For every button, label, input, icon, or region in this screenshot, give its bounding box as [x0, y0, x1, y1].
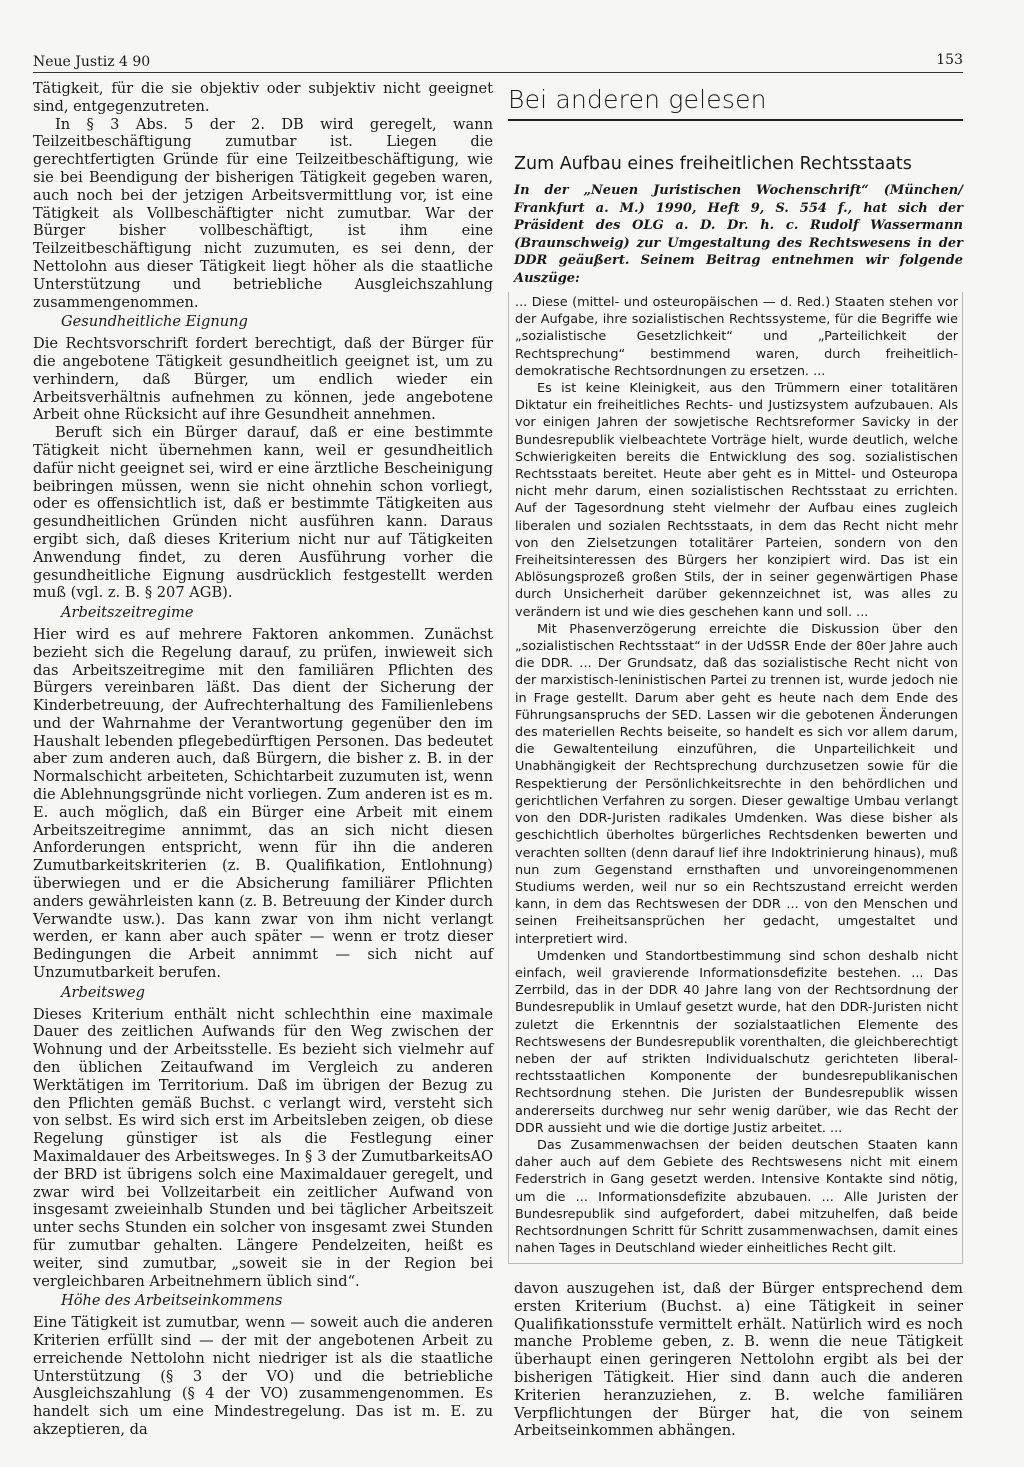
article-title: Zum Aufbau eines freiheitlichen Rechtsstaats [514, 154, 912, 174]
right-column [508, 80, 963, 1264]
quote-paragraph: Umdenken und Standortbestimmung sind schon deshalb nicht einfach, weil gravierende Informationsdefizite bestehen. ... Das Zerrbild, das in der DDR 40 Jahre lang von der Rechtsordnung der Bundesrepublik in Umlauf gesetzt wurde, hat den DDR-Juristen nicht zuletzt die Erkenntnis der sozialstaatlichen Elemente des Rechtswesens der Bundesrepublik vorenthalten, die gleichberechtigt neben der auf strikten Individualschutz gerichteten liberal-rechtsstaatlichen Komponente der bundesrepublikanischen Rechtsordnung stehen. Die Juristen der Bundesrepublik wissen andererseits durchweg nur sehr wenig darüber, wie das Recht der DDR aussieht und wie die dortige Justiz arbeitet. ... [515, 948, 958, 1136]
paragraph: Beruft sich ein Bürger darauf, daß er eine bestimmte Tätigkeit nicht übernehmen kann, weil er gesundheitlich dafür nicht geeignet sei, wird er eine ärztliche Bescheinigung beibringen müssen, wenn sie nicht ohnehin schon vorliegt, oder es offensichtlich ist, daß er bestimmte Tätigkeiten aus gesundheitlichen Gründen nicht ausführen kann. Daraus ergibt sich, daß dieses Kriterium nicht nur auf Tätigkeiten Anwendung findet, zu deren Ausführung vorher die gesundheitliche Eignung ausdrücklich festgestellt werden muß (vgl. z. B. § 207 AGB). [33, 424, 493, 602]
quoted-excerpt-box [508, 292, 963, 1264]
quote-paragraph: ... Diese (mittel- und osteuropäischen — d. Red.) Staaten stehen vor der Aufgabe, ihre sozialistischen Rechtssysteme, für die Begriffe wie „sozialistische Gesetzlichkeit“ und „Parteilichkeit der Rechtsprechung“ bestimmend waren, durch freiheitlich-demokratische Rechtsordnungen zu ersetzen. ... [515, 295, 958, 379]
paragraph: Hier wird es auf mehrere Faktoren ankommen. Zunächst bezieht sich die Regelung darauf, zu prüfen, inwieweit sich das Arbeitszeitregime mit den familiären Pflichten des Bürgers vereinbaren läßt. Das dient der Sicherung der Kinderbetreuung, der Aufrechterhaltung des Familienlebens und der Wahrnahme der Verantwortung gegenüber den im Haushalt lebenden pflegebedürftigen Personen. Das bedeutet aber zum anderen auch, daß Bürgern, die bisher z. B. in der Normalschicht arbeiteten, Schichtarbeit zuzumuten ist, wenn die Ablehnungsgründe nicht vorliegen. Zum anderen ist es m. E. auch möglich, daß ein Bürger eine Arbeit mit einem Arbeitszeitregime annimmt, das an sich nicht diesen Anforderungen entspricht, wenn für ihn die anderen Zumutbarkeitskriterien (z. B. Qualifikation, Entlohnung) überwiegen und er die Absicherung familiärer Pflichten anders gewährleisten kann (z. B. Betreuung der Kinder durch Verwandte usw.). Das kann zwar von ihm nicht verlangt werden, er kann aber auch später — wenn er trotz dieser Bedingungen die Arbeit annimmt — sich nicht auf Unzumutbarkeit berufen. [33, 625, 493, 982]
article-lead: In der „Neuen Juristischen Wochenschrift“ (München/ Frankfurt a. M.) 1990, Heft 9, S. 554 f., hat sich der Präsident des OLG a. D. Dr. h. c. Rudolf Wassermann (Braunschweig) zur Umgestaltung des Rechtswesens in der DDR geäußert. Seinem Beitrag entnehmen wir folgende Auszüge: [514, 183, 963, 286]
left-column [33, 80, 493, 1439]
quote-paragraph: Das Zusammenwachsen der beiden deutschen Staaten kann daher auch auf dem Gebiete des Rechtswesens nicht mit einem Federstrich in Gang gesetzt werden. Intensive Kontakte sind nötig, um die ... Informationsdefizite abzubauen. ... Alle Juristen der Bundesrepublik sind aufgefordert, dabei mitzuhelfen, daß beide Rechtsordnungen Schritt für Schritt zusammenwachsen, damit eines nahen Tages in Deutschland wieder einheitliches Recht gilt. [515, 1137, 958, 1257]
right-column-continuation [514, 1280, 963, 1440]
paragraph: Dieses Kriterium enthält nicht schlechthin eine maximale Dauer des zeitlichen Aufwands für den Weg zwischen der Wohnung und der Arbeitsstelle. Es bezieht sich vielmehr auf den üblichen Zeitaufwand im Vergleich zu anderen Werktätigen im Territorium. Daß im übrigen der Bezug zu den Pflichten gemäß Buchst. c verlangt wird, versteht sich von selbst. Es wird sich erst im Arbeitsleben zeigen, ob diese Regelung günstiger ist als die Festlegung einer Maximaldauer des Arbeitsweges. In § 3 der ZumutbarkeitsAO der BRD ist übrigens solch eine Maximaldauer geregelt, und zwar wird bei Vollzeitarbeit ein zeitlicher Aufwand von insgesamt zweieinhalb Stunden und bei täglicher Arbeitszeit unter sechs Stunden ein solcher von insgesamt zwei Stunden für zumutbar gehalten. Längere Pendelzeiten, heißt es weiter, sind zumutbar, „soweit sie in der Region bei vergleichbaren Arbeitnehmern üblich sind“. [33, 1005, 493, 1290]
subheading-gesundheitliche-eignung: Gesundheitliche Eignung [61, 313, 248, 331]
paragraph: In § 3 Abs. 5 der 2. DB wird geregelt, wann Teilzeitbeschäftigung zumutbar ist. Liegen die gerechtfertigten Gründe für eine Teilzeitbeschäftigung, wie sie bei Beendigung der bisherigen Tätigkeit gegeben waren, auch noch bei der jetzigen Arbeitsvermittlung vor, ist eine Tätigkeit als Vollbeschäftigter nicht zumutbar. War der Bürger bisher vollbeschäftigt, ist ihm eine Teilzeitbeschäftigung nicht zuzumuten, es sei denn, der Nettolohn aus dieser Tätigkeit liegt höher als die staatliche Unterstützung und betriebliche Ausgleichszahlung zusammengenommen. [33, 115, 493, 311]
section-title: Bei anderen gelesen [508, 85, 963, 121]
page-number: 153 [936, 52, 963, 68]
subheading-hoehe-des-arbeitseinkommens: Höhe des Arbeitseinkommens [61, 1292, 283, 1310]
paragraph: Eine Tätigkeit ist zumutbar, wenn — soweit auch die anderen Kriterien erfüllt sind — der mit der angebotenen Arbeit zu erreichende Nettolohn nicht niedriger ist als die staatliche Unterstützung (§ 3 der VO) und die betriebliche Ausgleichszahlung (§ 4 der VO) zusammengenommen. Es handelt sich um eine Mindestregelung. Das ist m. E. zu akzeptieren, da [33, 1314, 493, 1438]
subheading-arbeitsweg: Arbeitsweg [61, 983, 145, 1001]
page-header [33, 50, 963, 73]
quote-paragraph: Mit Phasenverzögerung erreichte die Diskussion über den „sozialistischen Rechtsstaat“ in der UdSSR Ende der 80er Jahre auch die DDR. ... Der Grundsatz, daß das sozialistische Recht nicht von der marxistisch-leninistischen Partei zu trennen ist, wurde jedoch nie in Frage gestellt. Darum aber geht es heute nach dem Ende des Führungsanspruchs der SED. Lassen wir die gebotenen Änderungen des materiellen Rechts beiseite, so handelt es sich vor allem darum, die Gewaltenteilung einzuführen, die Unparteilichkeit und Unabhängigkeit der Rechtsprechung durchzusetzen sowie für die Respektierung der Persönlichkeitsrechte in den behördlichen und gerichtlichen Verfahren zu sorgen. Dieser gewaltige Umbau verlangt von den DDR-Juristen radikales Umdenken. Was diese bisher als geschichtlich überholtes bürgerliches Rechtsdenken bewerten und verachten sollten (denn darauf lief ihre Indoktrinierung hinaus), muß nun zum Gegenstand ernsthaften und unvoreingenommenen Studiums werden, weil nur so ein Rechtszustand erreicht werden kann, in dem das Rechtswesen der DDR ... von den Menschen und seinen Freiheitsansprüchen her gedacht, umgestaltet und interpretiert wird. [515, 621, 958, 947]
paragraph: Tätigkeit, für die sie objektiv oder subjektiv nicht geeignet sind, entgegenzutreten. [33, 80, 493, 115]
paragraph: davon auszugehen ist, daß der Bürger entsprechend dem ersten Kriterium (Buchst. a) eine Tätigkeit in seiner Qualifikationsstufe vermittelt erhält. Natürlich wird es noch manche Probleme geben, z. B. wenn die neue Tätigkeit überhaupt einen geringeren Nettolohn ergibt als bei der bisherigen Tätigkeit. Hier sind dann auch die anderen Kriterien heranzuziehen, z. B. welche familiären Verpflichtungen der Bürger hat, die von seinem Arbeitseinkommen abhängen. [514, 1280, 963, 1440]
quote-paragraph: Es ist keine Kleinigkeit, aus den Trümmern einer totalitären Diktatur ein freiheitliches Rechts- und Justizsystem aufzubauen. Als vor einigen Jahren der sowjetische Rechtsreformer Savicky in der Bundesrepublik vielbeachtete Vorträge hielt, wurde deutlich, welche Schwierigkeiten bereits die Entwicklung des sog. sozialistischen Rechtsstaats bereitet. Heute aber geht es in Mittel- und Osteuropa nicht mehr darum, einen sozialistischen Rechtsstaat zu errichten. Auf der Tagesordnung steht vielmehr der Aufbau eines zugleich liberalen und sozialen Rechtsstaats, in dem das Recht nicht mehr von den Zielsetzungen totalitärer Parteien, sondern von den Freiheitsinteressen des Bürgers her konzipiert wird. Das ist ein Ablösungsprozeß großen Stils, der in seiner gegenwärtigen Phase durch Unsicherheit darüber gekennzeichnet ist, was alles zu verändern ist und wie dies geschehen kann und soll. ... [515, 381, 958, 620]
paragraph: Die Rechtsvorschrift fordert berechtigt, daß der Bürger für die angebotene Tätigkeit gesundheitlich geeignet ist, um zu verhindern, daß Bürger, um endlich wieder ein Arbeitsverhältnis aufnehmen zu können, jede angebotene Arbeit ohne Rücksicht auf ihre Gesundheit annehmen. [33, 335, 493, 424]
subheading-arbeitszeitregime: Arbeitszeitregime [61, 604, 194, 622]
journal-issue: Neue Justiz 4 90 [33, 54, 151, 70]
